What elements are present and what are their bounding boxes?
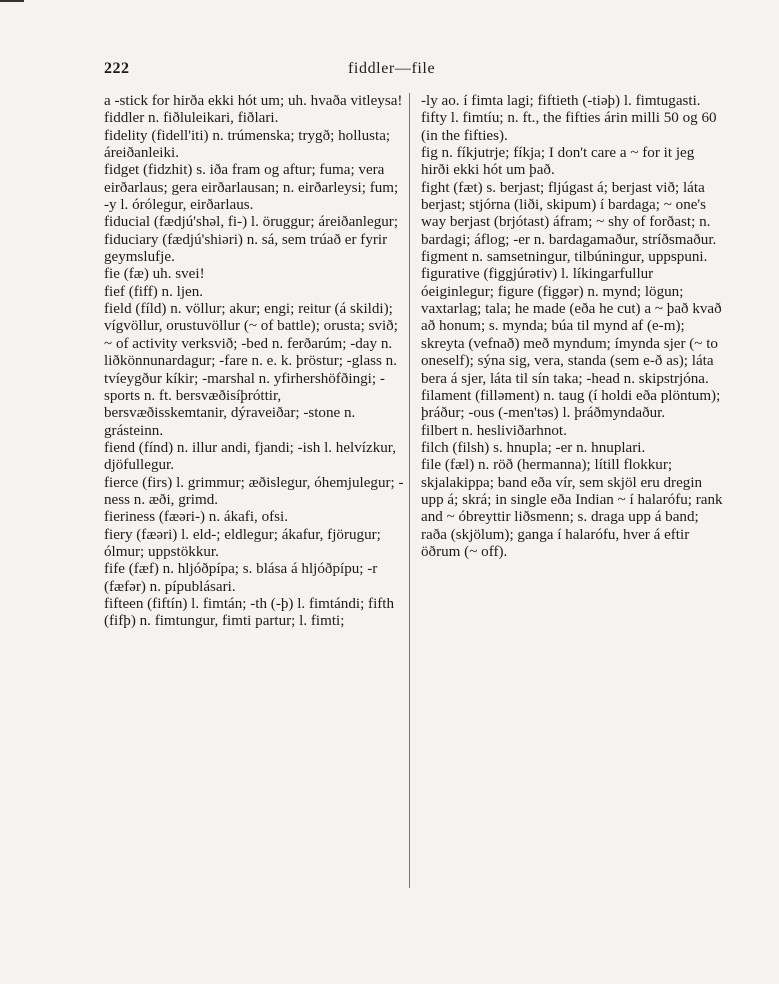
- dictionary-entry: figurative (figgjúrətiv) l. líkingarfullur óeiginlegur; figure (figgər) n. mynd; lögun; vaxtarlag; tala; he made (eða he cut) a ~ það kvað að honum; s. mynda; búa til mynd af (e-m); skreyta (vefnað) með myndum; ímynda sjer (~ to oneself); sýna sig, vera, standa (sem e-ð as); láta bera á sjer, láta til sín taka; -head n. skipstrjóna.: [421, 266, 722, 387]
- dictionary-entry: fifty l. fimtíu; n. ft., the fifties árin milli 50 og 60 (in the fifties).: [421, 110, 717, 144]
- dictionary-entry: fierce (firs) l. grimmur; æðislegur, óhemjulegur; -ness n. æði, grimd.: [104, 474, 404, 508]
- right-column: [421, 93, 723, 561]
- dictionary-body: [104, 93, 734, 893]
- running-head: fiddler—file: [348, 60, 436, 77]
- dictionary-entry: fight (fæt) s. berjast; fljúgast á; berjast við; láta berjast; stjórna (liði, skipum) í bardaga; ~ one's way berjast (brjótast) áfram; ~ shy of forðast; n. bardagi; áflog; -er n. bardagamaður, stríðsmaður.: [421, 179, 717, 248]
- dictionary-entry: fief (fiff) n. ljen.: [104, 283, 204, 300]
- dictionary-entry: filch (filsh) s. hnupla; -er n. hnuplari.: [421, 439, 646, 456]
- dictionary-entry: filbert n. hesliviðarhnot.: [421, 422, 567, 439]
- page-number: 222: [104, 60, 130, 77]
- dictionary-entry: fiducial (fædjú'shəl, fi-) l. öruggur; áreiðanlegur; fiduciary (fædjú'shiəri) n. sá, sem trúað er fyrir geymslufje.: [104, 214, 399, 266]
- page-header: [104, 60, 719, 84]
- left-column: [104, 93, 406, 631]
- dictionary-entry: fieriness (fæəri-) n. ákafi, ofsi.: [104, 509, 288, 526]
- dictionary-entry: fiddler n. fiðluleikari, fiðlari.: [104, 110, 279, 127]
- column-divider: [409, 93, 410, 888]
- dictionary-entry: -ly ao. í fimta lagi; fiftieth (-tiəþ) l. fimtugasti.: [421, 93, 701, 109]
- dictionary-entry: fie (fæ) uh. svei!: [104, 266, 205, 283]
- dictionary-entry: filament (filləment) n. taug (í holdi eða plöntum); þráður; -ous (-men'təs) l. þráðmyndaður.: [421, 387, 721, 422]
- dictionary-entry: field (fíld) n. völlur; akur; engi; reitur (á skildi); vígvöllur, orustuvöllur (~ of battle); orusta; svið; ~ of activity verksvið; -bed n. ferðarúm; -day n. liðkönnunardagur; -fare n. e. k. þröstur; -glass n. tvíeygður kíkir; -marshal n. yfirhershöfðingi; -sports n. ft. bersvæðisíþróttir, bersvæðisskemtanir, dýraveiðar; -stone n. grásteinn.: [104, 301, 398, 439]
- dictionary-entry: file (fæl) n. röð (hermanna); lítill flokkur; skjalakippa; band eða vír, sem skjöl eru dregin upp á; skrá; in single eða Indian ~ í halarófu; rank and ~ óbreyttir liðsmenn; s. draga upp á band; raða (skjölum); ganga í halarófu, hver á eftir öðrum (~ off).: [421, 457, 723, 560]
- dictionary-entry: fifteen (fiftín) l. fimtán; -th (-þ) l. fimtándi; fifth (fifþ) n. fimtungur, fimti partur; l. fimti;: [104, 595, 395, 630]
- top-edge-rule: [0, 0, 24, 2]
- dictionary-entry: fife (fæf) n. hljóðpípa; s. blása á hljóðpípu; -r (fæfər) n. pípublásari.: [104, 561, 378, 595]
- dictionary-entry: fiend (fínd) n. illur andi, fjandi; -ish l. helvízkur, djöfullegur.: [104, 439, 396, 474]
- dictionary-entry: a -stick for hirða ekki hót um; uh. hvaða vitleysa!: [104, 93, 403, 109]
- dictionary-entry: fig n. fíkjutrje; fíkja; I don't care a ~ for it jeg hirði ekki hót um það.: [421, 145, 695, 179]
- dictionary-entry: fiery (fæəri) l. eld-; eldlegur; ákafur, fjörugur; ólmur; uppstökkur.: [104, 526, 381, 560]
- dictionary-entry: figment n. samsetningur, tilbúningur, uppspuni.: [421, 249, 708, 266]
- dictionary-entry: fidget (fidzhit) s. iða fram og aftur; fuma; vera eirðarlaus; gera eirðarlausan; n. eirðarleysi; fum; -y l. órólegur, eirðarlaus.: [104, 162, 399, 214]
- dictionary-entry: fidelity (fidell'iti) n. trúmenska; trygð; hollusta; áreiðanleiki.: [104, 127, 391, 162]
